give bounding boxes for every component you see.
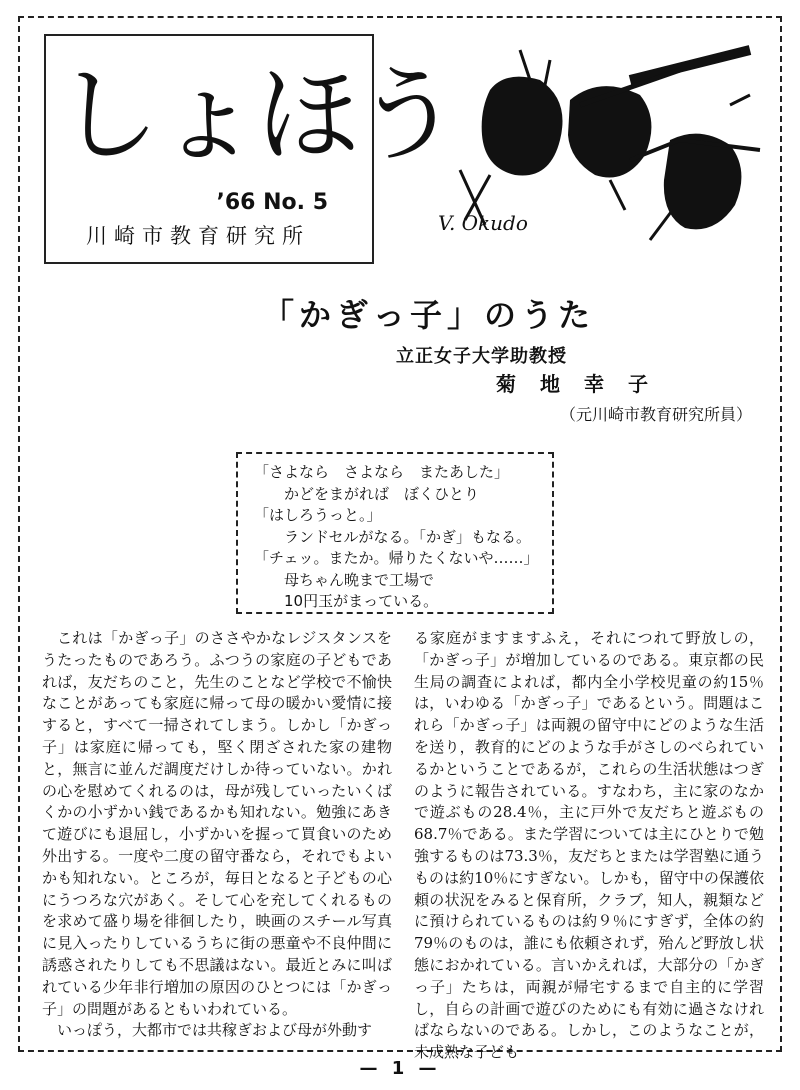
issue-number: ’66 No. 5 [216, 190, 328, 215]
body-paragraph: いっぽう，大都市では共稼ぎおよび母が外動す [57, 1021, 373, 1040]
poem-line: ランドセルがなる。「かぎ」もなる。 [284, 527, 532, 546]
poem-line: 「はしろうっと。」 [254, 506, 382, 524]
body-column-left [42, 628, 392, 1042]
poem-line: 「チェッ。またか。帰りたくないや……」 [254, 549, 539, 567]
masthead [44, 34, 457, 264]
artist-signature: V. Okudo [438, 211, 528, 235]
poem-line: かどをまがれば ぼくひとり [284, 484, 480, 503]
author-title: 立正女子大学助教授 [396, 346, 567, 367]
poem-box [236, 452, 554, 614]
poem-line: 「さよなら さよなら またあした」 [254, 463, 510, 481]
poem-line: 母ちゃん晩まで工場で [284, 570, 435, 589]
masthead-title: しょほう [56, 54, 457, 176]
author-name: 菊地幸子 [496, 372, 672, 396]
ink-artwork [430, 50, 770, 270]
article-title: 「かぎっ子」のうた [262, 296, 596, 334]
author-note: （元川崎市教育研究所員） [560, 405, 753, 424]
body-paragraph: これは「かぎっ子」のささやかなレジスタンスをうたったものであろう。ふつうの家庭の子どもであれば，友だちのこと，先生のことなど学校で不愉快なことがあっても家庭に帰って母の暖かい愛情に接すると，すべて一掃されてしまう。しかし「かぎっ子」は家庭に帰っても，堅く閉ざされた家の建物と，無言に並んだ調度だけしか待っていない。かれの心を慰めてくれるのは，母が残していったいくばくかの小ずかい銭であるかも知れない。勉強にあきて遊びにも退屈し，小ずかいを握って買食いのため外出する。一度や二度の留守番なら，それでもよいかも知れない。ところが，毎日となると子どもの心にうつろな穴があく。そして心を充してくれるものを求めて盛り場を徘徊したり，映画のスチール写真に見入ったりしているうちに街の悪童や不良仲間に誘惑されたりしても不思議はない。最近とみに叫ばれている少年非行増加の原因のひとつには「かぎっ子」の問題があるともいわれている。 [42, 629, 392, 1018]
body-paragraph: る家庭がますますふえ，それにつれて野放しの，「かぎっ子」が増加しているのである。東京都の民生局の調査によれば，都内全小学校児童の約15％は，いわゆる「かぎっ子」であるという。問題はこれら「かぎっ子」は両親の留守中にどのような生活を送り，教育的にどのような手がさしのべられているかということであるが，これらの生活状態はつぎのように報告されている。すなわち，主に家のなかで遊ぶもの28.4％，主に戸外で友だちと遊ぶもの68.7％である。また学習については主にひとりで勉強するものは73.3％，友だちとまたは学習塾に通うものは約10％にすぎない。しかも，留守中の保護依頼の状況をみると保育所，クラブ，知人，親類などに預けられているものは約９％にすぎず，全体の約79％のものは，誰にも依頼されず，殆んど野放し状態におかれている。言いかえれば，大部分の「かぎっ子」たちは，両親が帰宅するまで自主的に学習し，自らの計画で遊びのためにも有効に過さなければならないのである。しかし，このようなことが，未成熟な子ども [414, 629, 764, 1062]
body-column-right [414, 628, 764, 1064]
poem-line: 10円玉がまっている。 [284, 592, 439, 610]
organization-name: 川崎市教育研究所 [86, 224, 310, 248]
page-number: — 1 — [359, 1058, 441, 1079]
